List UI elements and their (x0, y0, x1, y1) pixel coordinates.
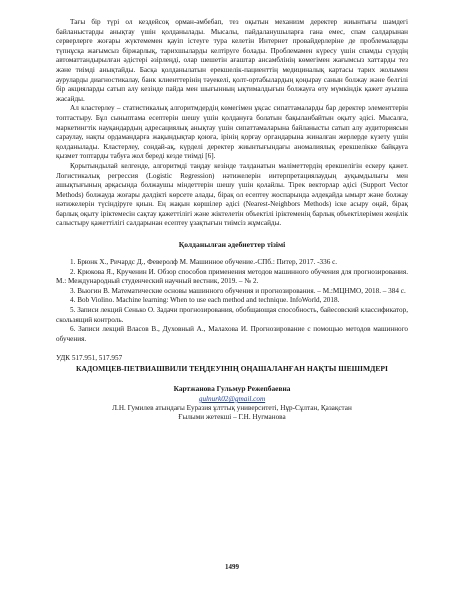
author-email-link[interactable]: gulnurk02@gmail.com (198, 395, 266, 403)
reference-item: 4. Bob Violino. Machine learning: When to use each method and technique. InfoWorld, 2018. (70, 296, 340, 305)
body-paragraph-2: Ал кластерлеу – статистикалық алгоритмдердің көмегімен ұқсас сипаттамаларды бар деректер элементтерін топтастыру. Бұл сыныптама есептерін шешу үшін қолдануға болатын бақыланбайтын оқыту әдісі. Мысалға, маркетингтік науқандардың адресациялық анықтау үшін сипаттамаларына байланысты сатып алу аудиториясын сараулау, нақты ордамандарға жақындықтар қоюға, ірінің қорғау органдарына жиналған жерлерде күзету үшін қолданылады. Кластерлеу, сондай-ақ, күрделі деректер жиынтығындағы аномалиялық ерекшелікке байқауға қызмет топтарды табуға жол береді кезде тиімді [6]. (56, 104, 408, 161)
article-title: КАДОМЦЕВ-ПЕТВИАШВИЛИ ТЕҢДЕУІНІҢ ОҢАШАЛАНҒАН НАҚТЫ ШЕШІМДЕРІ (76, 364, 388, 373)
page-number: 1499 (225, 563, 239, 571)
reference-item: 5. Записи лекций Сенько О. Задачи прогнозирования, обобщающая способность, байесовский классификатор, скользящий контроль. (56, 306, 408, 324)
references-heading: Қолданылған әдебиеттер тізімі (178, 240, 286, 250)
author-name: Картжанова Гульмур Режепбаевна (173, 384, 291, 393)
affiliation: Л.Н. Гумилев атындағы Еуразия ұлттық университеті, Нұр-Сұлтан, Қазақстан (112, 404, 352, 412)
supervisor: Ғылыми жетекші – Г.Н. Нугманова (178, 413, 286, 422)
reference-item: 2. Крюкова Я., Крученин И. Обзор способов применения методов машинного обучения для прогнозирования. М.: Международный студенческий научный вестник, 2019. – № 2. (56, 267, 408, 286)
reference-item: 1. Брюнк Х., Ричардс Д., Феверолф М. Машинное обучение.-СПб.: Питер, 2017. -336 с. (70, 258, 338, 267)
reference-item: 3. Вьюгин В. Математические основы машинного обучения и прогнозирования. – М.:МЦНМО, 2018. – 384 с. (70, 286, 406, 295)
body-paragraph-1: Тағы бір түрі ол кездейсоқ орман-әмбебап, тез оқытын механизм деректер жиынтығы шамдегі байланыстарды анықтау үшін қолданылады. Мысалы, пайдаланушыларға гана емес, спам салдарынан серверлерге жоғары жүктемемен қауіп істеуге тура келетін Интернет провайдерлеріне де проблемаларды түпнұсқа жағымсыз біржарлық, тарихшыларды келтіруге болады. Проблемамен күресу үшін спамды сүзудің автоматтандырылған әдістері әзірлеңді, олар шешетін ағаштар ансамблінің көмегімен жағымсыз хаттарды тез және тиімді анықтайды. Басқа қолданылатын ерекшелік-пациенттің медициналық картасы тарих жолымен ауруларды диагностикалау, банк клиенттерінің тәуекелі, қолт-ортабылардың қоңырау санын болжау және белгілі бір акцияларды сатып алу кезінде пайда мен шығынның ықтималдығын болжауға өту мүмкіндік қажет ауызша жасайды. (56, 18, 408, 103)
udk-code: УДК 517.951, 517.957 (56, 354, 123, 363)
references-list (56, 258, 408, 344)
body-paragraph-3: Қорытындылай келгенде, алгоритмді таңдау кезінде талданатын мәліметтердің ерекшелігін ескеру қажет. Логистикалық регрессия (Logistic Regression) нәтижелерін интерпретациялаудың ауқымдылығы мен ашықтығының арқасында болжаушы міндеттерін шешу үшін қолайлы. Тірек векторлар әдісі (Support Vector Methods) болжауда жоғары дәлдікті көрсете алады, бірақ ол есептеу жоспарында әлдеқайда ымырт және болжау нәтижелерін түсіндіруге қиын. Ең жақын көршілер әдісі (Nearest-Neighbors Methods) іске асыру оңай, бірақ барлық оқыту іріктемесін сақтау қажеттілігі және жіктелетін объектілі іріктеменің барлық объектілерімен жеңілік салыстыру қажеттілігі салдарынан есептеу ұзақтығын тиімсіз жұмсайды. (56, 161, 408, 228)
reference-item: 6. Записи лекций Власов В., Духовный А., Малахова И. Прогнозирование с помощью методов машинного обучения. (56, 325, 408, 343)
